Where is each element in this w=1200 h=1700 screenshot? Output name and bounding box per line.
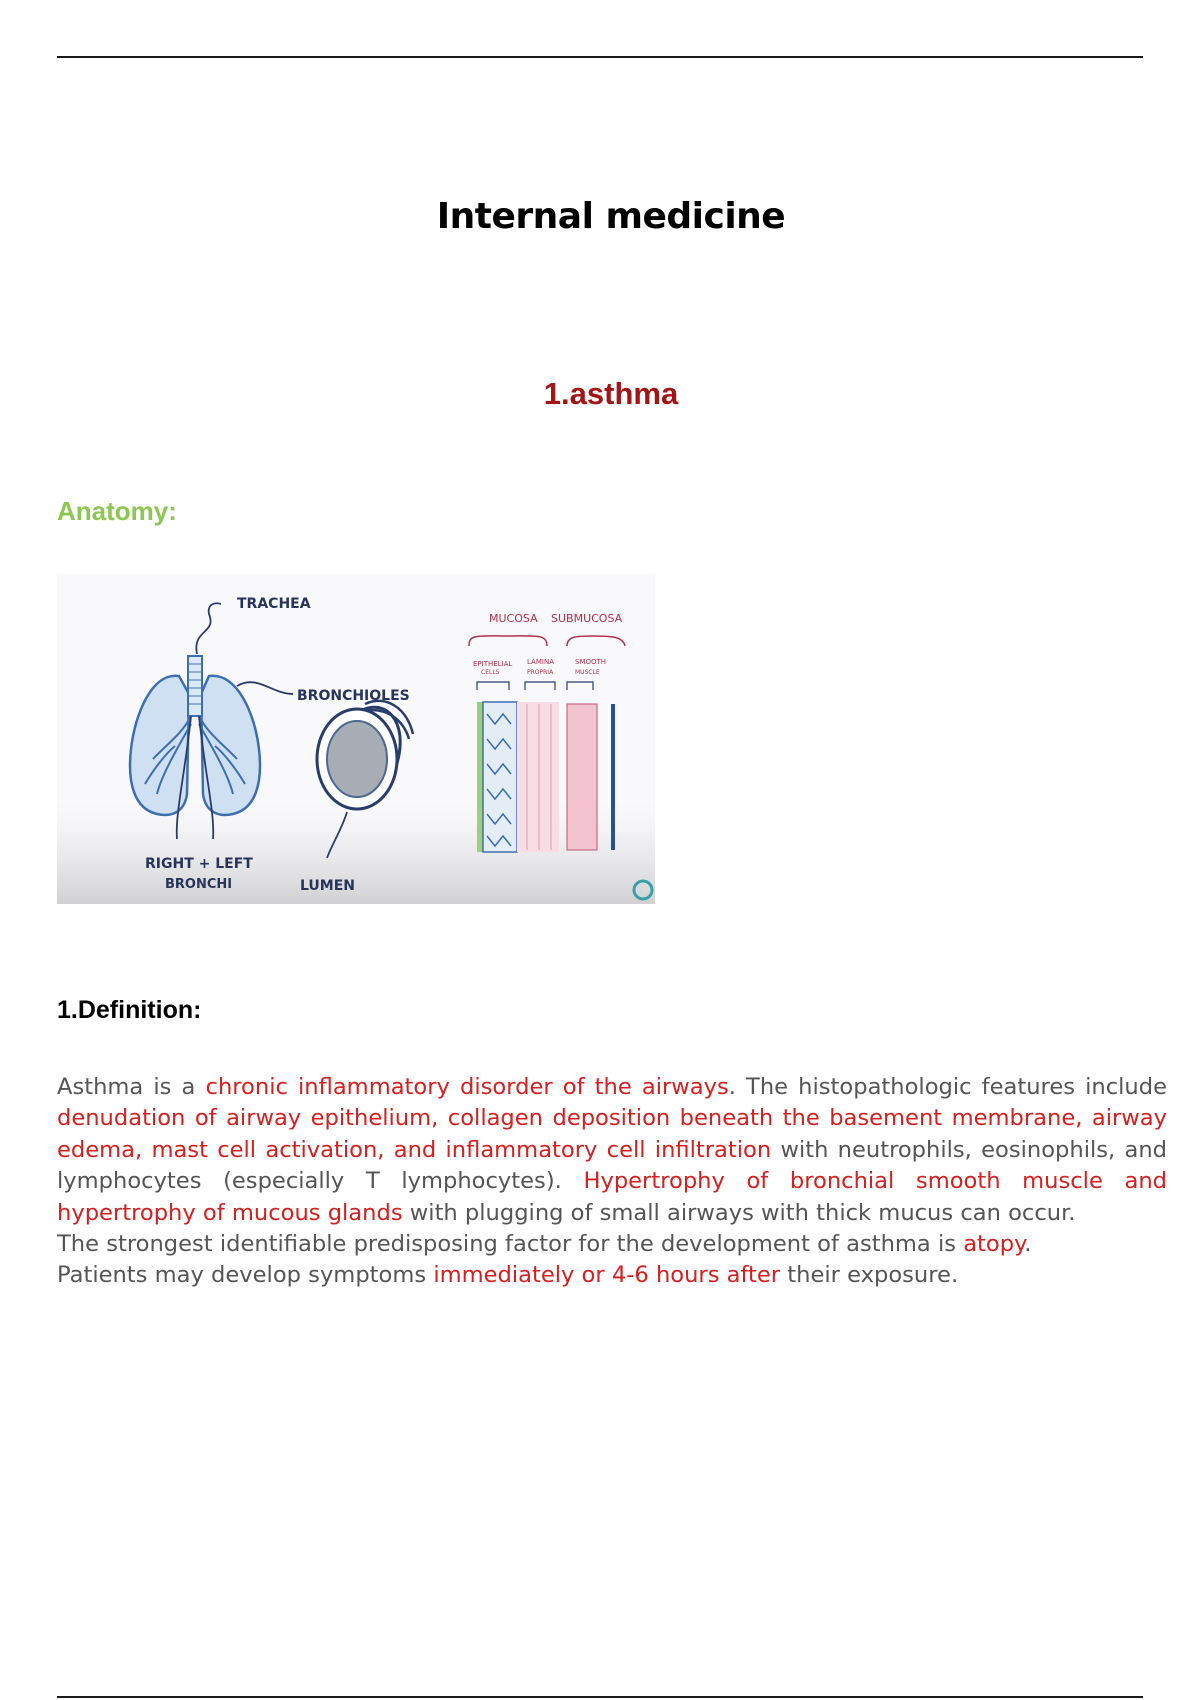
top-rule xyxy=(57,56,1143,58)
airway-anatomy-figure xyxy=(57,574,655,904)
bottom-rule xyxy=(57,1696,1143,1698)
definition-paragraph xyxy=(57,1072,1167,1229)
section-title: 1.asthma xyxy=(543,376,679,411)
para2-text-1: The strongest identifiable predisposing factor for the development of asthma is xyxy=(57,1231,964,1258)
epithelial-label: EPITHELIAL xyxy=(473,660,513,668)
muscle-label: MUSCLE xyxy=(575,669,600,676)
para1-text-2: . The histopathologic features include xyxy=(728,1074,1167,1100)
propria-label: PROPRIA xyxy=(527,669,554,676)
definition-heading: 1.Definition: xyxy=(57,996,202,1024)
symptom-onset-paragraph xyxy=(57,1260,1167,1291)
para1-highlight-3: Hypertrophy of bronchial smooth muscle and hypertrophy of mucous glands xyxy=(57,1168,1167,1226)
cells-label: CELLS xyxy=(481,669,500,676)
para2-text-2: . xyxy=(1024,1231,1032,1258)
para2-highlight: atopy xyxy=(963,1231,1025,1258)
anatomy-heading: Anatomy: xyxy=(57,496,177,526)
lumen-label: LUMEN xyxy=(300,878,356,894)
para1-highlight-1: chronic inflammatory disorder of the airways xyxy=(205,1074,729,1100)
definition-body xyxy=(57,1072,1167,1292)
document-title: Internal medicine xyxy=(436,196,786,237)
para3-highlight: immediately or 4-6 hours after xyxy=(433,1262,781,1289)
mucosa-label: MUCOSA xyxy=(489,612,538,625)
trachea-label: TRACHEA xyxy=(237,596,311,612)
bronchi-label: BRONCHI xyxy=(165,877,233,892)
para1-text-4: with plugging of small airways with thick mucus can occur. xyxy=(402,1199,1076,1226)
para3-text-1: Patients may develop symptoms xyxy=(57,1262,434,1289)
para1-text-3: with neutrophils, eosinophils, and lymphocytes (especially T lymphocytes). xyxy=(57,1136,1167,1195)
submucosa-label: SUBMUCOSA xyxy=(551,612,623,625)
para3-text-2: their exposure. xyxy=(780,1262,959,1289)
anatomy-illustration xyxy=(57,574,655,904)
para1-highlight-2: denudation of airway epithelium, collagen deposition beneath the basement membrane, airway edema, mast cell activation, and inflammatory cell infiltration xyxy=(57,1105,1167,1163)
lamina-label: LAMINA xyxy=(527,658,554,666)
para1-text-1: Asthma is a xyxy=(57,1074,206,1100)
bronchioles-label: BRONCHIOLES xyxy=(297,688,410,704)
predisposing-factor-paragraph xyxy=(57,1229,1167,1260)
right-left-label: RIGHT + LEFT xyxy=(145,856,253,872)
smooth-label: SMOOTH xyxy=(575,658,607,666)
